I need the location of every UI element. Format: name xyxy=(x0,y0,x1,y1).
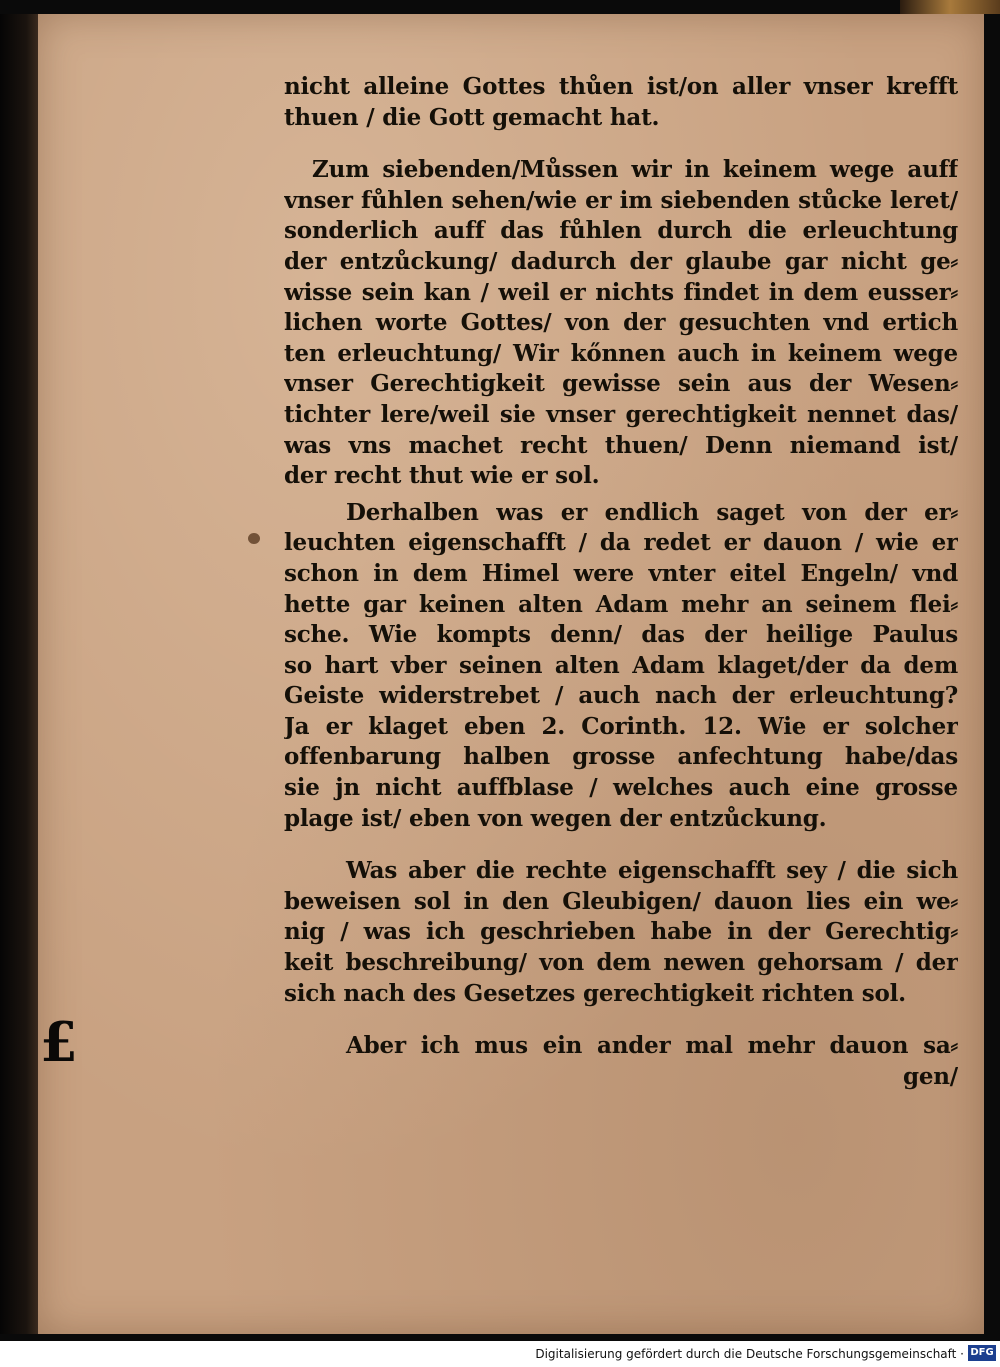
book-spine-shadow xyxy=(0,14,38,1334)
text-line: nig / was ich geschrieben habe in der Gerechtig⸗ xyxy=(284,918,958,946)
text-line: vnser Gerechtigkeit gewisse sein aus der Wesen⸗ xyxy=(284,370,958,398)
text-line: ten erleuchtung/ Wir kőnnen auch in keinem wege xyxy=(284,339,958,367)
text-line: beweisen sol in den Gleubigen/ dauon lies ein we⸗ xyxy=(284,887,958,915)
binding-edge xyxy=(900,0,1000,14)
text-line: so hart vber seinen alten Adam klaget/der da dem xyxy=(284,651,958,679)
text-line: offenbarung halben grosse anfechtung habe/das xyxy=(284,743,958,771)
text-line: sie jn nicht auffblase / welches auch eine grosse xyxy=(284,774,958,802)
text-line: lichen worte Gottes/ von der gesuchten vnd ertich xyxy=(284,309,958,337)
text-line: schon in dem Himel were vnter eitel Engeln/ vnd xyxy=(284,559,958,587)
body-text xyxy=(284,72,958,1092)
text-line: leuchten eigenschafft / da redet er dauon / wie er xyxy=(284,529,958,557)
text-line: Was aber die rechte eigenschafft sey / die sich xyxy=(346,857,958,885)
footer-credit: Digitalisierung gefördert durch die Deutsche Forschungsgemeinschaft · xyxy=(535,1347,964,1361)
text-line: nicht alleine Gottes thůen ist/on aller vnser krefft xyxy=(284,73,958,100)
text-line: sich nach des Gesetzes gerechtigkeit richten sol. xyxy=(284,979,906,1007)
text-line: Ja er klaget eben 2. Corinth. 12. Wie er solcher xyxy=(284,712,958,740)
text-line: der entzůckung/ dadurch der glaube gar nicht ge⸗ xyxy=(284,247,958,275)
text-line: Derhalben was er endlich saget von der er⸗ xyxy=(346,498,958,526)
paper-stain xyxy=(248,533,260,544)
text-line: der recht thut wie er sol. xyxy=(284,462,600,490)
text-line: plage ist/ eben von wegen der entzůckung. xyxy=(284,804,827,832)
text-line: sche. Wie kompts denn/ das der heilige Paulus xyxy=(284,621,958,649)
text-line: Aber ich mus ein ander mal mehr dauon sa⸗ xyxy=(346,1032,958,1060)
text-line: hette gar keinen alten Adam mehr an seinem flei⸗ xyxy=(284,590,958,618)
text-line: Geiste widerstrebet / auch nach der erleuchtung? xyxy=(284,682,958,710)
text-line: tichter lere/weil sie vnser gerechtigkeit nennet das/ xyxy=(284,400,958,428)
text-line: vnser fůhlen sehen/wie er im siebenden stůcke leret/ xyxy=(284,186,958,214)
text-line: thuen / die Gott gemacht hat. xyxy=(284,103,660,131)
dfg-logo: DFG xyxy=(968,1345,996,1361)
marginal-mark: £ xyxy=(40,1010,78,1074)
text-line: was vns machet recht thuen/ Denn niemand ist/ xyxy=(284,431,958,459)
text-line: wisse sein kan / weil er nichts findet in dem eusser⸗ xyxy=(284,278,958,306)
catchword: gen/ xyxy=(902,1062,958,1090)
text-line: keit beschreibung/ von dem newen gehorsam / der xyxy=(284,949,958,977)
text-line: sonderlich auff das fůhlen durch die erleuchtung xyxy=(284,217,958,245)
text-line: Zum siebenden/Můssen wir in keinem wege auff xyxy=(312,156,958,184)
